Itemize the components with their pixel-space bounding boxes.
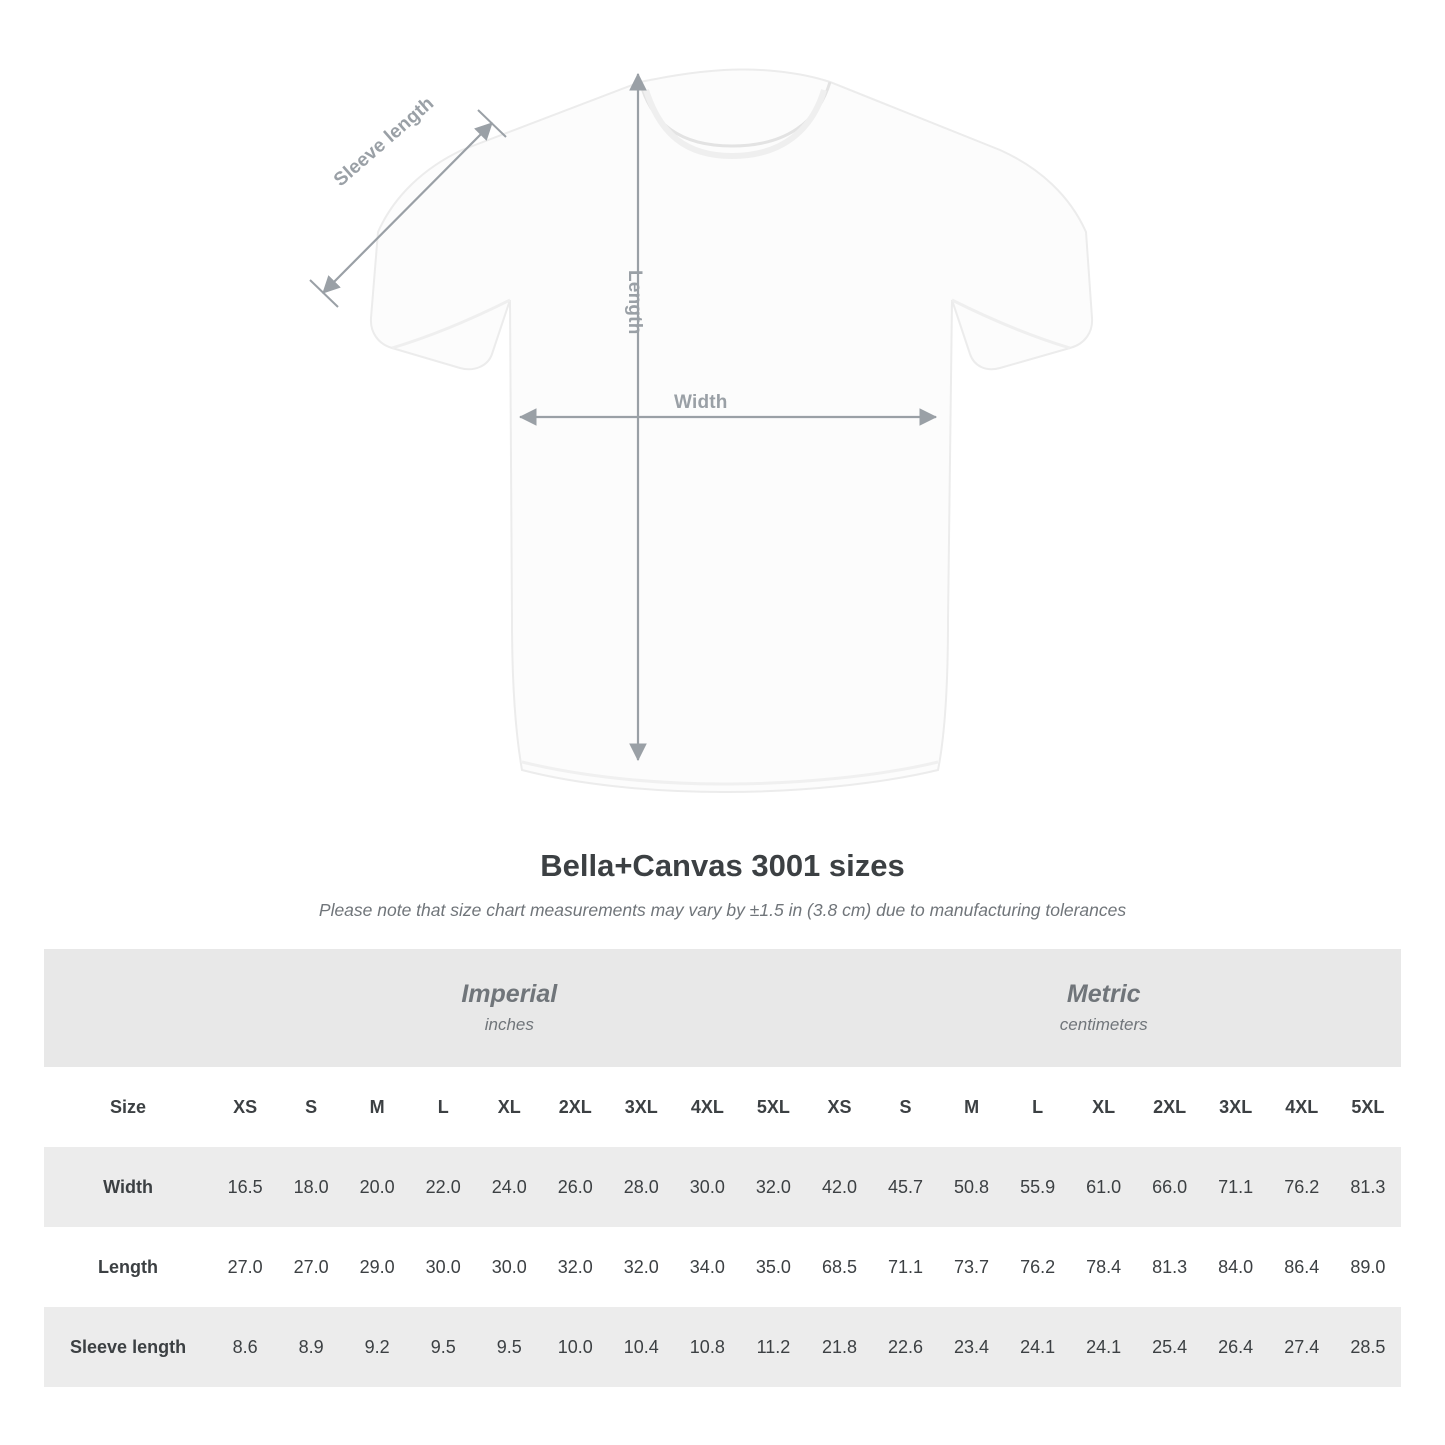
value-cell: 50.8 [939,1147,1005,1227]
size-cell: L [410,1067,476,1147]
value-cell: 78.4 [1071,1227,1137,1307]
table-row [44,1307,1401,1387]
value-cell: 28.0 [608,1147,674,1227]
value-cell: 68.5 [806,1227,872,1307]
value-cell: 27.0 [278,1227,344,1307]
value-cell: 22.6 [873,1307,939,1387]
size-cell: S [873,1067,939,1147]
value-cell: 34.0 [674,1227,740,1307]
size-table-container [0,949,1445,1387]
size-cell: 3XL [608,1067,674,1147]
value-cell: 45.7 [873,1147,939,1227]
value-cell: 71.1 [873,1227,939,1307]
size-cell: XL [1071,1067,1137,1147]
value-cell: 27.0 [212,1227,278,1307]
value-cell: 24.0 [476,1147,542,1227]
value-cell: 9.2 [344,1307,410,1387]
value-cell: 32.0 [740,1147,806,1227]
size-cell: XL [476,1067,542,1147]
value-cell: 30.0 [674,1147,740,1227]
row-header-length: Length [44,1227,212,1307]
row-header-width: Width [44,1147,212,1227]
value-cell: 10.8 [674,1307,740,1387]
value-cell: 76.2 [1005,1227,1071,1307]
unit-sub-imperial: inches [484,1015,534,1035]
value-cell: 84.0 [1203,1227,1269,1307]
value-cell: 16.5 [212,1147,278,1227]
sleeve-length-label: Sleeve length [330,92,439,191]
length-label: Length [624,270,645,335]
value-cell: 18.0 [278,1147,344,1227]
size-table [44,949,1401,1387]
size-cell: 5XL [1335,1067,1401,1147]
size-cell: 2XL [542,1067,608,1147]
value-cell: 24.1 [1071,1307,1137,1387]
value-cell: 66.0 [1137,1147,1203,1227]
table-row [44,1227,1401,1307]
value-cell: 73.7 [939,1227,1005,1307]
value-cell: 10.0 [542,1307,608,1387]
unit-header-metric [806,949,1401,1067]
size-cell: S [278,1067,344,1147]
value-cell: 71.1 [1203,1147,1269,1227]
title-block [0,830,1445,921]
size-cell: 4XL [1269,1067,1335,1147]
unit-header-row [44,949,1401,1067]
page-title: Bella+Canvas 3001 sizes [540,848,905,883]
value-cell: 32.0 [608,1227,674,1307]
value-cell: 8.9 [278,1307,344,1387]
value-cell: 42.0 [806,1147,872,1227]
value-cell: 25.4 [1137,1307,1203,1387]
value-cell: 86.4 [1269,1227,1335,1307]
value-cell: 8.6 [212,1307,278,1387]
unit-header-spacer [44,949,212,1067]
value-cell: 9.5 [410,1307,476,1387]
value-cell: 35.0 [740,1227,806,1307]
size-cell: 4XL [674,1067,740,1147]
value-cell: 30.0 [476,1227,542,1307]
value-cell: 24.1 [1005,1307,1071,1387]
value-cell: 29.0 [344,1227,410,1307]
size-cell: 2XL [1137,1067,1203,1147]
value-cell: 61.0 [1071,1147,1137,1227]
size-cell: M [939,1067,1005,1147]
size-header-row [44,1067,1401,1147]
value-cell: 76.2 [1269,1147,1335,1227]
value-cell: 21.8 [806,1307,872,1387]
shirt-shape [371,70,1092,793]
value-cell: 26.4 [1203,1307,1269,1387]
width-label: Width [674,392,728,413]
unit-header-imperial [212,949,806,1067]
tolerance-note: Please note that size chart measurements may vary by ±1.5 in (3.8 cm) due to manufacturing tolerances [318,900,1127,920]
row-header-size: Size [44,1067,212,1147]
value-cell: 32.0 [542,1227,608,1307]
size-cell: 3XL [1203,1067,1269,1147]
size-cell: L [1005,1067,1071,1147]
row-header-sleeve-length: Sleeve length [44,1307,212,1387]
value-cell: 89.0 [1335,1227,1401,1307]
size-cell: XS [212,1067,278,1147]
unit-name-imperial: Imperial [461,979,558,1008]
value-cell: 81.3 [1137,1227,1203,1307]
value-cell: 27.4 [1269,1307,1335,1387]
value-cell: 55.9 [1005,1147,1071,1227]
value-cell: 23.4 [939,1307,1005,1387]
value-cell: 26.0 [542,1147,608,1227]
size-cell: 5XL [740,1067,806,1147]
value-cell: 10.4 [608,1307,674,1387]
value-cell: 9.5 [476,1307,542,1387]
unit-name-metric: Metric [1066,979,1141,1008]
value-cell: 20.0 [344,1147,410,1227]
value-cell: 30.0 [410,1227,476,1307]
value-cell: 28.5 [1335,1307,1401,1387]
value-cell: 11.2 [740,1307,806,1387]
value-cell: 81.3 [1335,1147,1401,1227]
unit-sub-metric: centimeters [1059,1015,1148,1035]
size-cell: M [344,1067,410,1147]
value-cell: 22.0 [410,1147,476,1227]
table-row [44,1147,1401,1227]
size-cell: XS [806,1067,872,1147]
